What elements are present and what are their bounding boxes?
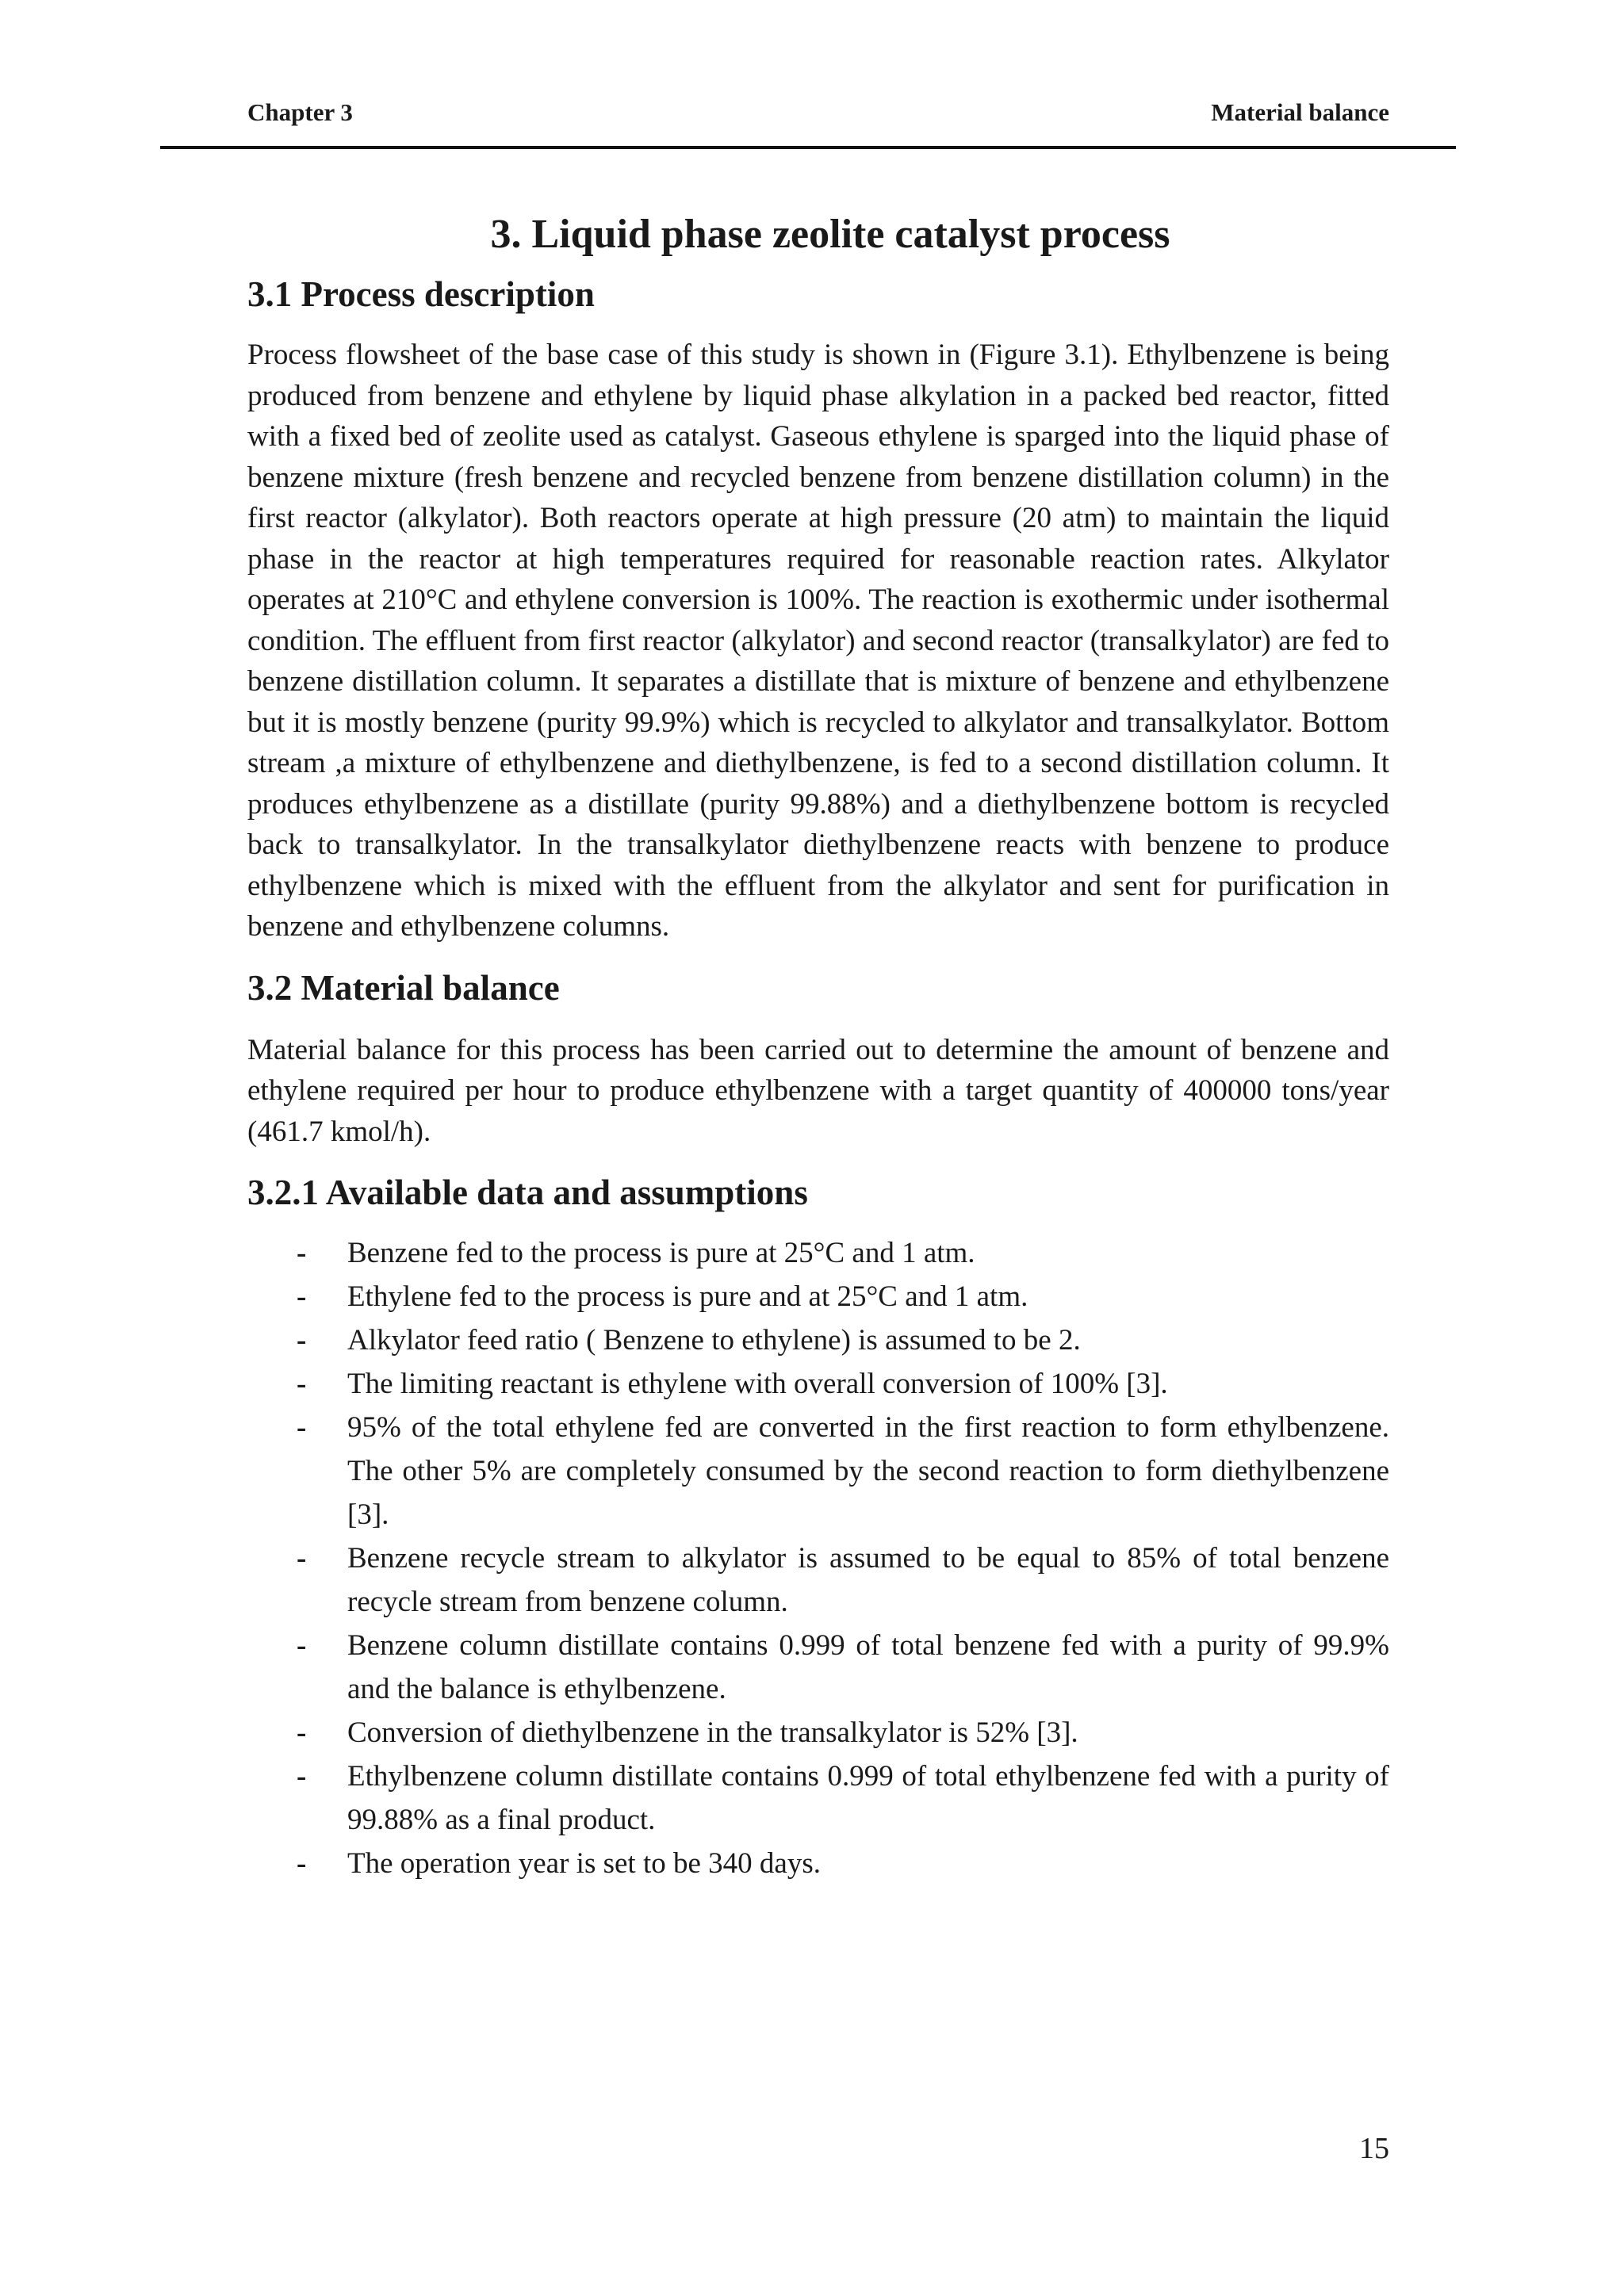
list-item-text: Benzene column distillate contains 0.999 of total benzene fed with a purity of 99.9% and the balance is ethylbenzene. <box>347 1629 1389 1705</box>
process-description-paragraph: Process flowsheet of the base case of this study is shown in (Figure 3.1). Ethylbenzene is being produced from benzene and ethylene by liquid phase alkylation in a packed bed reactor, fitted with a fixed bed of zeolite used as catalyst. Gaseous ethylene is sparged into the liquid phase of benzene mixture (fresh benzene and recycled benzene from benzene distillation column) in the first reactor (alkylator). Both reactors operate at high pressure (20 atm) to maintain the liquid phase in the reactor at high temperatures required for reasonable reaction rates. Alkylator operates at 210°C and ethylene conversion is 100%. The reaction is exothermic under isothermal condition. The effluent from first reactor (alkylator) and second reactor (transalkylator) are fed to benzene distillation column. It separates a distillate that is mixture of benzene and ethylbenzene but it is mostly benzene (purity 99.9%) which is recycled to alkylator and transalkylator. Bottom stream ,a mixture of ethylbenzene and diethylbenzene, is fed to a second distillation column. It produces ethylbenzene as a distillate (purity 99.88%) and a diethylbenzene bottom is recycled back to transalkylator. In the transalkylator diethylbenzene reacts with benzene to produce ethylbenzene which is mixed with the effluent from the alkylator and sent for purification in benzene and ethylbenzene columns. <box>247 339 1389 943</box>
section-heading-3-2: 3.2 Material balance <box>247 967 560 1008</box>
list-item <box>247 1536 1389 1624</box>
list-item <box>247 1275 1389 1318</box>
bullet-dash: - <box>297 1629 307 1662</box>
list-item <box>247 1842 1389 1885</box>
assumptions-list <box>247 1231 1389 1885</box>
material-balance-paragraph: Material balance for this process has been carried out to determine the amount of benzene and ethylene required per hour to produce ethylbenzene with a target quantity of 400000 tons/year (461.7 kmol/h). <box>247 1033 1389 1148</box>
section-heading-3-1: 3.1 Process description <box>247 274 595 314</box>
list-item <box>247 1406 1389 1536</box>
list-item <box>247 1711 1389 1755</box>
page-content <box>247 209 1389 1885</box>
list-item-text: Ethylene fed to the process is pure and at 25°C and 1 atm. <box>347 1280 1028 1313</box>
running-header <box>247 97 1389 128</box>
list-item <box>247 1755 1389 1842</box>
bullet-dash: - <box>297 1411 307 1444</box>
list-item-text: Conversion of diethylbenzene in the transalkylator is 52% [3]. <box>347 1716 1078 1749</box>
page-number: 15 <box>1359 2132 1389 2165</box>
list-item <box>247 1624 1389 1711</box>
list-item <box>247 1231 1389 1275</box>
list-item-text: Benzene recycle stream to alkylator is assumed to be equal to 85% of total benzene recycle stream from benzene column. <box>347 1542 1389 1618</box>
list-item-text: The limiting reactant is ethylene with overall conversion of 100% [3]. <box>347 1368 1168 1400</box>
list-item-text: Benzene fed to the process is pure at 25°C and 1 atm. <box>347 1237 975 1269</box>
bullet-dash: - <box>297 1368 307 1400</box>
list-item <box>247 1318 1389 1362</box>
section-heading-3-2-1: 3.2.1 Available data and assumptions <box>247 1173 808 1212</box>
header-divider <box>160 146 1456 149</box>
bullet-dash: - <box>297 1280 307 1313</box>
bullet-dash: - <box>297 1324 307 1357</box>
bullet-dash: - <box>297 1542 307 1575</box>
header-chapter-label: Chapter 3 <box>247 98 353 126</box>
bullet-dash: - <box>297 1760 307 1793</box>
chapter-title: 3. Liquid phase zeolite catalyst process <box>490 212 1170 257</box>
list-item-text: Alkylator feed ratio ( Benzene to ethylene) is assumed to be 2. <box>347 1324 1081 1357</box>
list-item-text: The operation year is set to be 340 days. <box>347 1847 821 1880</box>
bullet-dash: - <box>297 1237 307 1269</box>
list-item <box>247 1362 1389 1406</box>
bullet-dash: - <box>297 1847 307 1880</box>
bullet-dash: - <box>297 1716 307 1749</box>
list-item-text: 95% of the total ethylene fed are converted in the first reaction to form ethylbenzene. The other 5% are completely consumed by the second reaction to form diethylbenzene [3]. <box>347 1411 1389 1531</box>
list-item-text: Ethylbenzene column distillate contains 0.999 of total ethylbenzene fed with a purity of 99.88% as a final product. <box>347 1760 1389 1836</box>
header-section-label: Material balance <box>1211 98 1389 126</box>
